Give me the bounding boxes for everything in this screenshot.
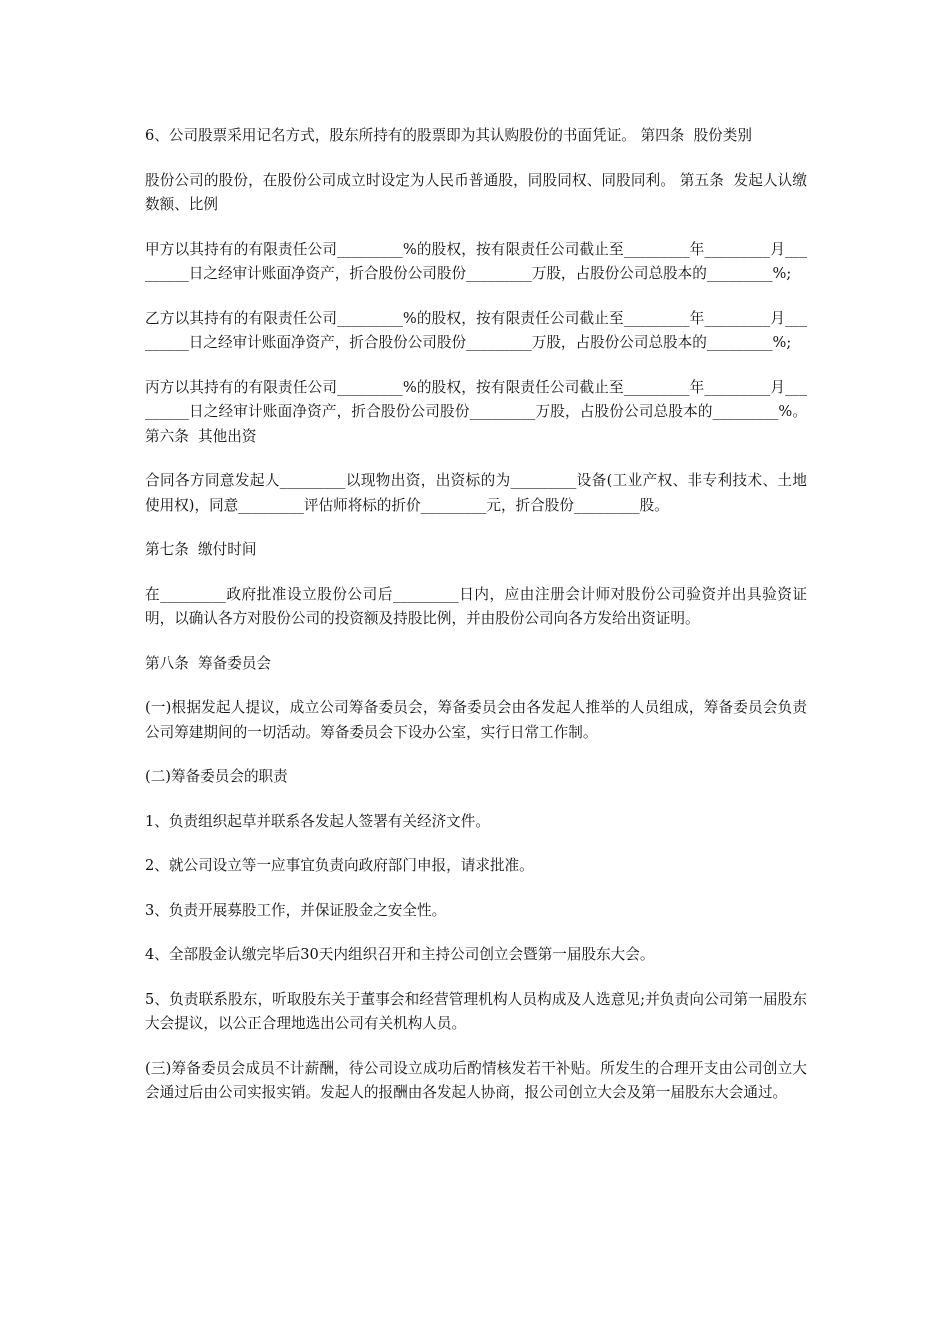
- list-item-duty-2: 2、就公司设立等一应事宜负责向政府部门申报，请求批准。: [145, 857, 534, 874]
- list-item-duty-1: 1、负责组织起草并联系各发起人签署有关经济文件。: [145, 812, 490, 830]
- paragraph-committee-formation: (一)根据发起人提议，成立公司筹备委员会，筹备委员会由各发起人推举的人员组成，筹备委员会负责公司筹建期间的一切活动。筹备委员会下设办公室，实行日常工作制。: [145, 699, 807, 741]
- list-item-duty-4: 4、全部股金认缴完毕后30天内组织召开和主持公司创立会暨第一届股东大会。: [145, 946, 655, 963]
- heading-committee-duties: (二)筹备委员会的职责: [145, 768, 288, 785]
- paragraph-article3-item6: 6、公司股票采用记名方式，股东所持有的股票即为其认购股份的书面凭证。 第四条 股份类别: [145, 127, 752, 144]
- list-item-duty-3: 3、负责开展募股工作，并保证股金之安全性。: [145, 901, 447, 919]
- paragraph-payment-time: 在_________政府批准设立股份公司后_________日内，应由注册会计师对股份公司验资并出具验资证明，以确认各方对股份公司的投资额及持股比例，并由股份公司向各方发给出资证明。: [145, 585, 807, 627]
- paragraph-other-contribution: 合同各方同意发起人_________以现物出资，出资标的为_________设备(工业产权、非专利技术、土地使用权)，同意_________评估师将标的折价_________元，折合股份_________股。: [145, 472, 807, 514]
- document-page: [145, 124, 812, 1126]
- paragraph-party-b: 乙方以其持有的有限责任公司_________%的股权，按有限责任公司截止至_________年_________月_________日之经审计账面净资产，折合股份公司股份_________万股，占股份公司总股本的_________%;: [145, 309, 807, 351]
- paragraph-party-c: 丙方以其持有的有限责任公司_________%的股权，按有限责任公司截止至_________年_________月_________日之经审计账面净资产，折合股份公司股份_________万股，占股份公司总股本的_________%。 第六条 其他出资: [145, 378, 812, 445]
- paragraph-share-class: 股份公司的股份，在股份公司成立时设定为人民币普通股，同股同权、同股同利。 第五条 发起人认缴数额、比例: [145, 171, 807, 213]
- heading-article7: 第七条 缴付时间: [145, 541, 257, 558]
- heading-article8: 第八条 筹备委员会: [145, 654, 272, 672]
- list-item-duty-5: 5、负责联系股东，听取股东关于董事会和经营管理机构人员构成及人选意见;并负责向公司第一届股东大会提议，以公正合理地选出公司有关机构人员。: [145, 990, 807, 1032]
- paragraph-committee-compensation: (三)筹备委员会成员不计薪酬，待公司设立成功后酌情核发若干补贴。所发生的合理开支由公司创立大会通过后由公司实报实销。发起人的报酬由各发起人协商，报公司创立大会及第一届股东大会通过。: [145, 1059, 807, 1101]
- paragraph-party-a: 甲方以其持有的有限责任公司_________%的股权，按有限责任公司截止至_________年_________月_________日之经审计账面净资产，折合股份公司股份_________万股，占股份公司总股本的_________%;: [145, 240, 807, 282]
